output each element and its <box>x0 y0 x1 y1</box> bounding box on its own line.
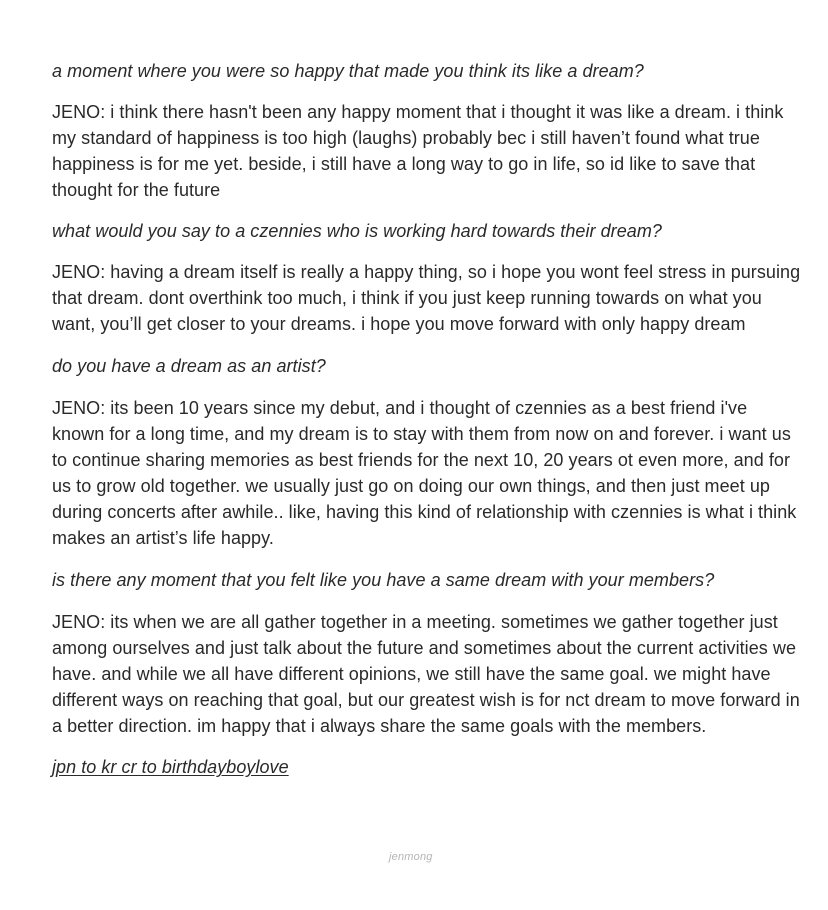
answer-4: JENO: its when we are all gather together in a meeting. sometimes we gather together just among ourselves and just talk about the future and sometimes about the current activities we have. and while we all have different opinions, we still have the same goal. we might have different ways on reaching that goal, but our greatest wish is for nct dream to move forward in a better direction. im happy that i always share the same goals with the members. <box>52 612 800 736</box>
question-4: is there any moment that you felt like you have a same dream with your members? <box>52 570 715 590</box>
question-1: a moment where you were so happy that made you think its like a dream? <box>52 61 644 81</box>
question-2: what would you say to a czennies who is working hard towards their dream? <box>52 221 662 241</box>
answer-1: JENO: i think there hasn't been any happy moment that i thought it was like a dream. i think my standard of happiness is too high (laughs) probably bec i still haven’t found what true happiness is for me yet. beside, i still have a long way to go in life, so id like to save that thought for the future <box>52 102 784 200</box>
watermark: jenmong <box>389 851 433 863</box>
answer-2: JENO: having a dream itself is really a happy thing, so i hope you wont feel stress in pursuing that dream. dont overthink too much, i think if you just keep running towards on what you want, you’ll get closer to your dreams. i hope you move forward with only happy dream <box>52 262 801 334</box>
interview-document <box>52 58 802 780</box>
question-3: do you have a dream as an artist? <box>52 356 326 376</box>
answer-3: JENO: its been 10 years since my debut, and i thought of czennies as a best friend i've known for a long time, and my dream is to stay with them from now on and forever. i want us to continue sharing memories as best friends for the next 10, 20 years ot even more, and for us to grow old together. we usually just go on doing our own things, and then just meet up during concerts after awhile.. like, having this kind of relationship with czennies is what i think makes an artist’s life happy. <box>52 398 797 548</box>
translation-credit: jpn to kr cr to birthdayboylove <box>52 757 289 777</box>
